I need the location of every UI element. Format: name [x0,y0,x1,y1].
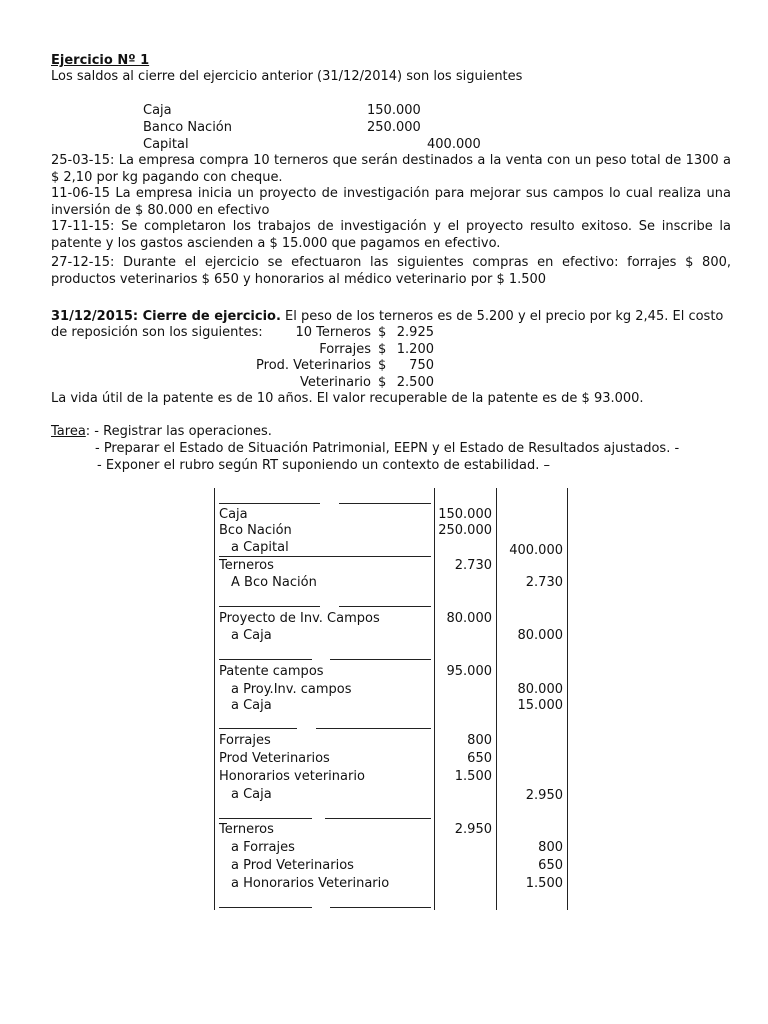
entry-separator [219,907,312,908]
entry-separator [219,556,431,557]
journal-account: a Forrajes [231,840,295,855]
operation-4: 27-12-15: Durante el ejercicio se efectuaron las siguientes compras en efectivo: forrajes $ 800, productos veterinarios $ 650 y honorarios al médico veterinario por $ 1.500 [51,255,731,287]
journal-left-border [214,488,215,910]
journal-right-border [567,488,568,910]
journal-debit: 80.000 [446,611,492,626]
balance-value-caja: 150.000 [367,103,421,118]
entry-separator [219,818,312,819]
balance-value-capital: 400.000 [427,137,481,152]
journal-debit-divider [434,488,435,910]
closing-line-1 [51,309,723,325]
entry-separator [330,659,431,660]
task-line-1 [51,424,272,440]
journal-credit: 80.000 [517,628,563,643]
replacement-cost-currency: $ [378,358,387,373]
journal-account: Caja [219,507,248,522]
journal-credit: 2.950 [525,788,563,803]
replacement-cost-value: 2.925 [396,325,434,340]
entry-separator [330,907,431,908]
task-text-1: : - Registrar las operaciones. [85,424,272,439]
journal-debit: 1.500 [454,769,492,784]
journal-credit: 2.730 [525,575,563,590]
replacement-cost-name: 10 Terneros [295,325,371,340]
replacement-cost-name: Veterinario [299,375,371,390]
replacement-cost-name: Prod. Veterinarios [256,358,371,373]
journal-account: A Bco Nación [231,575,317,590]
entry-separator [219,606,320,607]
journal-credit: 400.000 [509,543,563,558]
journal-account: Honorarios veterinario [219,769,365,784]
journal-debit: 2.730 [454,558,492,573]
entry-separator [339,606,431,607]
closing-text: El peso de los terneros es de 5.200 y el precio por kg 2,45. El costo [280,309,724,324]
journal-debit: 2.950 [454,822,492,837]
replacement-cost-currency: $ [378,342,387,357]
closing-label: 31/12/2015: Cierre de ejercicio. [51,309,281,324]
exercise-title: Ejercicio Nº 1 [51,53,150,68]
balance-name-capital: Capital [143,137,189,152]
patent-note: La vida útil de la patente es de 10 años. El valor recuperable de la patente es de $ 93.000. [51,391,644,406]
task-line-3: - Exponer el rubro según RT suponiendo un contexto de estabilidad. – [97,458,551,473]
journal-account: Forrajes [219,733,271,748]
operation-1: 25-03-15: La empresa compra 10 terneros que serán destinados a la venta con un peso total de 1300 a $ 2,10 por kg pagando con cheque. [51,153,731,185]
journal-debit: 150.000 [438,507,492,522]
replacement-cost-value: 1.200 [396,342,434,357]
balance-name-caja: Caja [143,103,172,118]
journal-account: a Caja [231,698,272,713]
closing-line-2: de reposición son los siguientes: [51,325,263,340]
balance-value-banco: 250.000 [367,120,421,135]
journal-credit: 650 [538,858,563,873]
replacement-cost-name: Forrajes [319,342,371,357]
journal-account: a Caja [231,787,272,802]
entry-separator [325,818,431,819]
journal-account: Bco Nación [219,523,292,538]
entry-separator [339,503,431,504]
journal-account: Patente campos [219,664,324,679]
journal-account: Prod Veterinarios [219,751,330,766]
replacement-cost-value: 2.500 [396,375,434,390]
entry-separator [219,503,320,504]
journal-account: Terneros [219,822,274,837]
task-line-2: - Preparar el Estado de Situación Patrimonial, EEPN y el Estado de Resultados ajustados. - [95,441,680,456]
journal-account: a Honorarios Veterinario [231,876,390,891]
journal-account: a Prod Veterinarios [231,858,354,873]
entry-separator [219,728,297,729]
journal-credit: 15.000 [517,698,563,713]
entry-separator [316,728,431,729]
replacement-cost-currency: $ [378,375,387,390]
journal-credit-divider [496,488,497,910]
journal-credit: 800 [538,840,563,855]
journal-credit: 80.000 [517,682,563,697]
entry-separator [219,659,312,660]
task-label: Tarea [51,424,86,439]
journal-debit: 800 [467,733,492,748]
journal-account: a Caja [231,628,272,643]
balance-name-banco: Banco Nación [143,120,233,135]
operation-2: 11-06-15 La empresa inicia un proyecto de investigación para mejorar sus campos lo cual realiza una inversión de $ 80.000 en efectivo [51,186,731,218]
replacement-cost-value: 750 [409,358,434,373]
journal-account: a Capital [231,540,289,555]
journal-account: a Proy.Inv. campos [231,682,352,697]
journal-account: Proyecto de Inv. Campos [219,611,380,626]
journal-debit: 650 [467,751,492,766]
intro-text: Los saldos al cierre del ejercicio anterior (31/12/2014) son los siguientes [51,69,523,84]
journal-debit: 250.000 [438,523,492,538]
journal-credit: 1.500 [525,876,563,891]
replacement-cost-currency: $ [378,325,387,340]
operation-3: 17-11-15: Se completaron los trabajos de investigación y el proyecto resulto exitoso. Se inscribe la patente y los gastos ascienden a $ 15.000 que pagamos en efectivo. [51,219,731,251]
journal-debit: 95.000 [446,664,492,679]
journal-account: Terneros [219,558,274,573]
